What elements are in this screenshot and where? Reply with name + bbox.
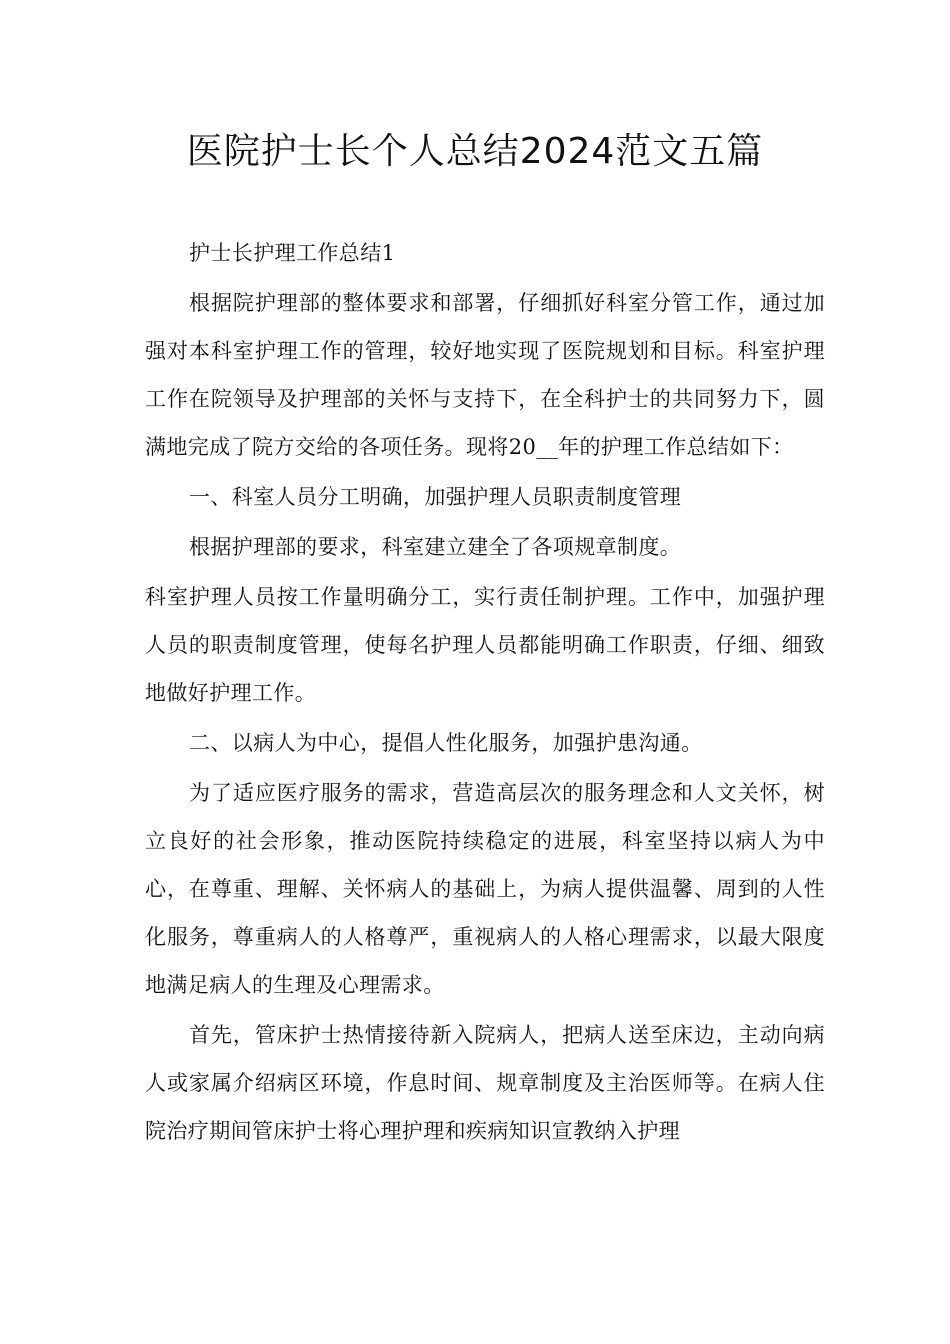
document-title: 医院护士长个人总结2024范文五篇 <box>186 131 764 172</box>
section-heading: 护士长护理工作总结1 <box>189 241 396 265</box>
paragraph: 为了适应医疗服务的需求，营造高层次的服务理念和人文关怀，树立良好的社会形象，推动医院持续稳定的进展，科室坚持以病人为中心，在尊重、理解、关怀病人的基础上，为病人提供温馨、周到的人性化服务，尊重病人的人格尊严，重视病人的人格心理需求，以最大限度地满足病人的生理及心理需求。 <box>145 781 825 997</box>
paragraph: 首先，管床护士热情接待新入院病人，把病人送至床边，主动向病人或家属介绍病区环境，作息时间、规章制度及主治医师等。在病人住院治疗期间管床护士将心理护理和疾病知识宣教纳入护理 <box>145 1023 825 1143</box>
paragraph: 根据院护理部的整体要求和部署，仔细抓好科室分管工作，通过加强对本科室护理工作的管理，较好地实现了医院规划和目标。科室护理工作在院领导及护理部的关怀与支持下，在全科护士的共同努力下，圆满地完成了院方交给的各项任务。现将20__年的护理工作总结如下： <box>145 291 825 459</box>
section-heading: 二、以病人为中心，提倡人性化服务，加强护患沟通。 <box>189 731 703 755</box>
document-body <box>145 229 825 1157</box>
paragraph: 根据护理部的要求，科室建立建全了各项规章制度。 <box>189 535 682 559</box>
section-heading: 一、科室人员分工明确，加强护理人员职责制度管理 <box>189 485 682 509</box>
paragraph: 科室护理人员按工作量明确分工，实行责任制护理。工作中，加强护理人员的职责制度管理，使每名护理人员都能明确工作职责，仔细、细致地做好护理工作。 <box>145 585 825 705</box>
